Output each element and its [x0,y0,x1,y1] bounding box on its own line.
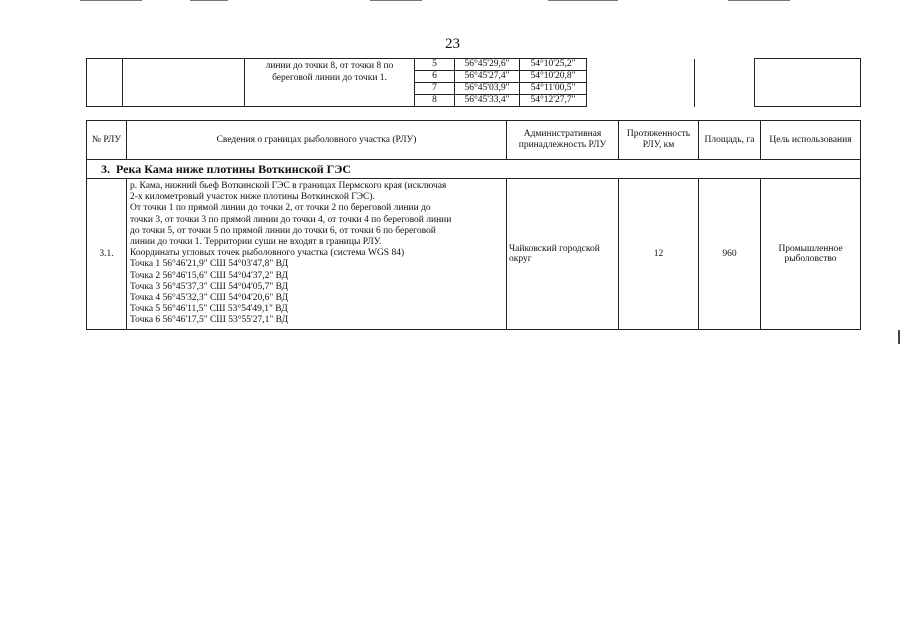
empty-cell [755,59,861,107]
table-row [87,179,861,330]
info-line: точки 3, от точки 3 по прямой линии до точки 4, от точки 4 по береговой линии [130,214,452,225]
info-line: От точки 1 по прямой линии до точки 2, от точки 2 по береговой линии до [130,203,431,214]
point-line: Точка 6 56°46'17,5" СШ 53°55'27,1" ВД [130,315,289,326]
top-rule-5 [728,0,790,1]
info-line: линии до точки 1. Территории суши не входят в границы РЛУ. [130,237,382,248]
fishing-area-table [86,120,861,330]
table-row [87,59,861,71]
header-area: Площадь, га [699,121,761,160]
top-rule-3 [370,0,422,1]
empty-cell [587,59,695,107]
length-km: 12 [619,179,699,330]
latitude: 56°45'33,4" [455,95,520,107]
top-rule-1 [80,0,142,1]
area-ha: 960 [699,179,761,330]
latitude: 56°45'29,6" [455,59,520,71]
point-number: 5 [415,59,455,71]
usage-purpose: Промышленное рыболовство [761,179,861,330]
boundary-info [127,179,507,330]
section-row [87,160,861,179]
info-line: до точки 5, от точки 5 по прямой линии до точки 6, от точки 6 по береговой [130,225,436,236]
point-number: 7 [415,83,455,95]
point-line: Точка 4 56°45'32,3" СШ 54°04'20,6" ВД [130,293,289,304]
info-line: р. Кама, нижний бьеф Воткинской ГЭС в границах Пермского края (исключая [130,181,447,191]
empty-cell [87,59,123,107]
row-number: 3.1. [87,179,127,330]
continuation-table [86,58,861,107]
point-line: Точка 3 56°45'37,3" СШ 54°04'05,7" ВД [130,281,289,292]
top-rule-2 [190,0,228,1]
header-purpose: Цель использования [761,121,861,160]
section-title [87,160,861,179]
boundary-description: линии до точки 8, от точки 8 по береговой линии до точки 1. [245,59,415,107]
empty-cell [123,59,245,107]
info-line: 2-х километровый участок ниже плотины Воткинской ГЭС). [130,192,375,203]
point-number: 8 [415,95,455,107]
point-line: Точка 2 56°46'15,6" СШ 54°04'37,2" ВД [130,270,289,281]
header-admin: Административная принадлежность РЛУ [507,121,619,160]
top-rule-4 [548,0,618,1]
header-number: № РЛУ [87,121,127,160]
admin-affiliation: Чайковский городской округ [507,179,619,330]
longitude: 54°11'00,5" [520,83,587,95]
header-length: Протяженность РЛУ, км [619,121,699,160]
point-number: 6 [415,71,455,83]
latitude: 56°45'03,9" [455,83,520,95]
longitude: 54°12'27,7" [520,95,587,107]
header-info: Сведения о границах рыболовного участка (РЛУ) [127,121,507,160]
table-header-row [87,121,861,160]
empty-cell [695,59,755,107]
point-line: Точка 5 56°46'11,5" СШ 53°54'49,1" ВД [130,304,288,315]
section-name: Река Кама ниже плотины Воткинской ГЭС [116,161,352,176]
scan-mark [898,330,900,344]
info-line: Координаты угловых точек рыболовного участка (система WGS 84) [130,248,405,259]
latitude: 56°45'27,4" [455,71,520,83]
longitude: 54°10'25,2" [520,59,587,71]
page-number: 23 [445,36,460,52]
longitude: 54°10'20,8" [520,71,587,83]
section-number: 3. [101,161,110,176]
point-line: Точка 1 56°46'21,9" СШ 54°03'47,8" ВД [130,259,289,270]
